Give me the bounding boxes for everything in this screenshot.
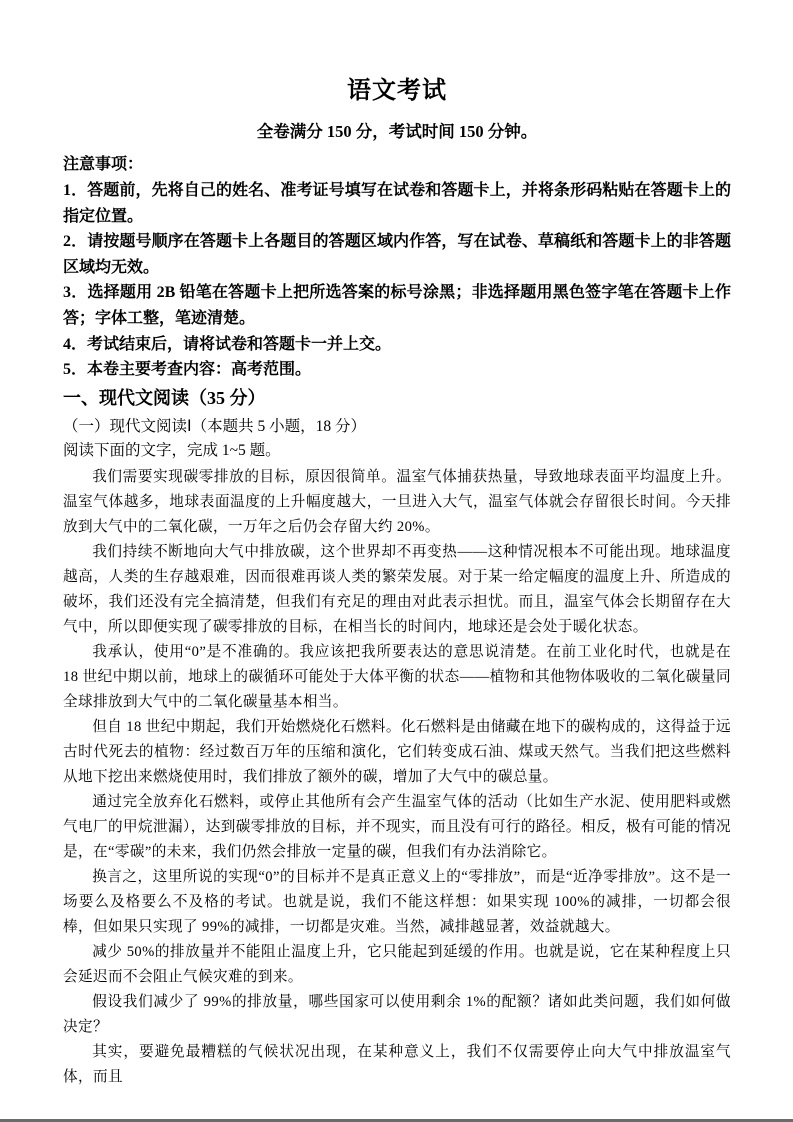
passage-paragraph-8: 假设我们减少了 99%的排放量，哪些国家可以使用剩余 1%的配额？诸如此类问题，我们如何做决定？ bbox=[63, 993, 731, 1035]
section-subheading-reading-1: （一）现代文阅读Ⅰ（本题共 5 小题，18 分） bbox=[63, 417, 366, 435]
notice-item-2: 2．请按题号顺序在答题卡上各题目的答题区域内作答，写在试卷、草稿纸和答题卡上的非答题区域均无效。 bbox=[63, 233, 731, 276]
passage-paragraph-3: 我承认，使用“0”是不准确的。我应该把我所要表达的意思说清楚。在前工业化时代，也就是在 18 世纪中期以前，地球上的碳循环可能处于大体平衡的状态——植物和其他物体吸收的二氧化碳量同全球排放到大气中的二氧化碳量基本相当。 bbox=[63, 643, 731, 710]
passage-paragraph-9: 其实，要避免最糟糕的气候状况出现，在某种意义上，我们不仅需要停止向大气中排放温室气体，而且 bbox=[63, 1043, 731, 1085]
passage-paragraph-2: 我们持续不断地向大气中排放碳，这个世界却不再变热——这种情况根本不可能出现。地球温度越高，人类的生存越艰难，因而很难再谈人类的繁荣发展。对于某一给定幅度的温度上升、所造成的破坏，我们还没有完全搞清楚，但我们有充足的理由对此表示担忧。而且，温室气体会长期留存在大气中，所以即便实现了碳零排放的目标，在相当长的时间内，地球还是会处于暖化状态。 bbox=[63, 543, 731, 635]
notice-item-4: 4．考试结束后，请将试卷和答题卡一并上交。 bbox=[63, 335, 392, 353]
passage-paragraph-6: 换言之，这里所说的实现“0”的目标并不是真正意义上的“零排放”，而是“近净零排放”。这不是一场要么及格要么不及格的考试。也就是说，我们不能这样想：如果实现 100%的减排，一切都会很棒，但如果只实现了 99%的减排，一切都是灾难。当然，减排越显著，效益就越大。 bbox=[63, 868, 731, 935]
reading-passage bbox=[63, 465, 731, 1090]
section-heading-modern-reading: 一、现代文阅读（35 分） bbox=[63, 387, 266, 408]
exam-subtitle: 全卷满分 150 分，考试时间 150 分钟。 bbox=[256, 122, 538, 141]
exam-title: 语文考试 bbox=[347, 78, 447, 104]
reading-instruction: 阅读下面的文字，完成 1~5 题。 bbox=[63, 441, 281, 459]
passage-paragraph-5: 通过完全放弃化石燃料，或停止其他所有会产生温室气体的活动（比如生产水泥、使用肥料或燃气电厂的甲烷泄漏），达到碳零排放的目标，并不现实，而且没有可行的路径。相反，极有可能的情况是，在“零碳”的未来，我们仍然会排放一定量的碳，但我们有办法消除它。 bbox=[63, 793, 731, 860]
passage-paragraph-4: 但自 18 世纪中期起，我们开始燃烧化石燃料。化石燃料是由储藏在地下的碳构成的，这得益于远古时代死去的植物：经过数百万年的压缩和演化，它们转变成石油、煤或天然气。当我们把这些燃料从地下挖出来燃烧使用时，我们排放了额外的碳，增加了大气中的碳总量。 bbox=[63, 718, 731, 785]
passage-paragraph-1: 我们需要实现碳零排放的目标，原因很简单。温室气体捕获热量，导致地球表面平均温度上升。温室气体越多，地球表面温度的上升幅度越大，一旦进入大气，温室气体就会存留很长时间。今天排放到大气中的二氧化碳，一万年之后仍会存留大约 20%。 bbox=[63, 468, 731, 535]
notice-item-1: 1．答题前，先将自己的姓名、准考证号填写在试卷和答题卡上，并将条形码粘贴在答题卡上的指定位置。 bbox=[63, 182, 731, 225]
notice-heading: 注意事项： bbox=[63, 156, 144, 173]
notice-item-3: 3．选择题用 2B 铅笔在答题卡上把所选答案的标号涂黑；非选择题用黑色签字笔在答题卡上作答；字体工整，笔迹清楚。 bbox=[63, 284, 731, 327]
passage-paragraph-7: 减少 50%的排放量并不能阻止温度上升，它只能起到延缓的作用。也就是说，它在某种程度上只会延迟而不会阻止气候灾难的到来。 bbox=[63, 943, 731, 985]
notice-item-5: 5．本卷主要考查内容：高考范围。 bbox=[63, 361, 312, 379]
